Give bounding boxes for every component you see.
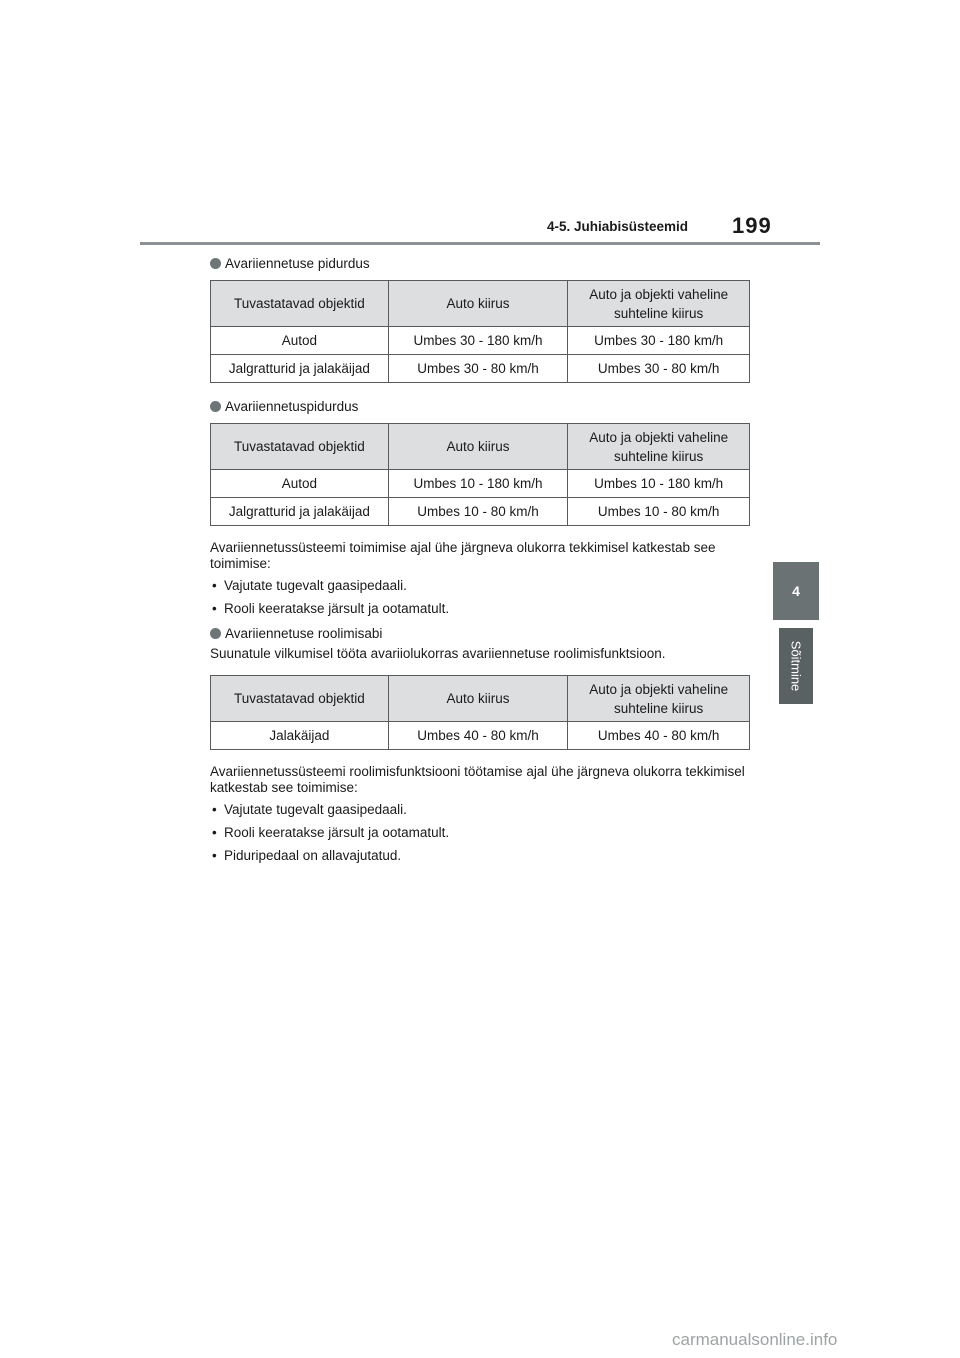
table-cell: Umbes 40 - 80 km/h bbox=[388, 722, 568, 750]
bullet-dot: • bbox=[212, 802, 217, 817]
table-cell: Umbes 10 - 80 km/h bbox=[568, 498, 750, 526]
list-item-text: Rooli keeratakse järsult ja ootamatult. bbox=[224, 825, 450, 840]
table-cell: Umbes 30 - 180 km/h bbox=[388, 327, 568, 355]
table-row bbox=[211, 722, 750, 750]
list-item bbox=[210, 802, 752, 818]
list-item bbox=[210, 578, 752, 594]
body-paragraph: Avariiennetussüsteemi toimimise ajal ühe järgneva olukorra tekkimisel katkestab see toimimise: bbox=[210, 540, 716, 571]
section-heading bbox=[210, 624, 752, 642]
list-item bbox=[210, 601, 752, 617]
table-header-row bbox=[211, 676, 750, 722]
list-item-text: Rooli keeratakse järsult ja ootamatult. bbox=[224, 601, 450, 616]
list-item bbox=[210, 848, 752, 864]
watermark-text: carmanualsonline.info bbox=[672, 1330, 838, 1349]
table-cell: Umbes 30 - 80 km/h bbox=[568, 355, 750, 383]
heading-text: Avariiennetuse pidurdus bbox=[225, 255, 370, 271]
table-cell: Umbes 10 - 80 km/h bbox=[388, 498, 568, 526]
list-item-text: Vajutate tugevalt gaasipedaali. bbox=[224, 578, 407, 593]
table-header-row bbox=[211, 424, 750, 470]
table-header: Auto ja objekti vaheline suhteline kiirus bbox=[568, 676, 750, 722]
body-paragraph: Suunatule vilkumisel tööta avariiolukorras avariiennetuse roolimisfunktsioon. bbox=[210, 646, 666, 661]
bullet-circle-icon bbox=[210, 401, 221, 412]
table-header: Tuvastatavad objektid bbox=[211, 281, 389, 327]
table-header-row bbox=[211, 281, 750, 327]
table-cell: Umbes 30 - 80 km/h bbox=[388, 355, 568, 383]
chapter-tab-number: 4 bbox=[773, 562, 819, 620]
list-item-text: Piduripedaal on allavajutatud. bbox=[224, 848, 402, 863]
heading-text: Avariiennetuse roolimisabi bbox=[225, 625, 383, 641]
table-header: Auto ja objekti vaheline suhteline kiirus bbox=[568, 424, 750, 470]
table-row bbox=[211, 470, 750, 498]
bullet-circle-icon bbox=[210, 628, 221, 639]
speed-table bbox=[210, 280, 750, 383]
table-cell: Umbes 10 - 180 km/h bbox=[568, 470, 750, 498]
table-cell: Umbes 30 - 180 km/h bbox=[568, 327, 750, 355]
bullet-dot: • bbox=[212, 848, 217, 863]
section-heading bbox=[210, 254, 752, 272]
body-paragraph: Avariiennetussüsteemi roolimisfunktsiooni töötamise ajal ühe järgneva olukorra tekkimisel katkestab see toimimise: bbox=[210, 764, 745, 795]
table-row bbox=[211, 327, 750, 355]
table-cell: Umbes 40 - 80 km/h bbox=[568, 722, 750, 750]
table-header: Tuvastatavad objektid bbox=[211, 676, 389, 722]
section-heading bbox=[210, 397, 752, 415]
header-divider bbox=[140, 242, 820, 245]
table-header: Tuvastatavad objektid bbox=[211, 424, 389, 470]
section-title: 4-5. Juhiabisüsteemid bbox=[547, 219, 689, 234]
heading-text: Avariiennetuspidurdus bbox=[225, 398, 359, 414]
table-header: Auto kiirus bbox=[388, 281, 568, 327]
table-row bbox=[211, 498, 750, 526]
chapter-tab-label bbox=[779, 628, 813, 704]
table-cell: Autod bbox=[211, 327, 389, 355]
table-row bbox=[211, 355, 750, 383]
table-cell: Umbes 10 - 180 km/h bbox=[388, 470, 568, 498]
page-number: 199 bbox=[732, 213, 772, 238]
speed-table bbox=[210, 423, 750, 526]
chapter-label-text: Sõitmine bbox=[788, 640, 804, 692]
bullet-dot: • bbox=[212, 601, 217, 616]
speed-table bbox=[210, 675, 750, 750]
table-cell: Jalakäijad bbox=[211, 722, 389, 750]
table-cell: Autod bbox=[211, 470, 389, 498]
table-header: Auto kiirus bbox=[388, 676, 568, 722]
list-item-text: Vajutate tugevalt gaasipedaali. bbox=[224, 802, 407, 817]
list-item bbox=[210, 825, 752, 841]
bullet-circle-icon bbox=[210, 258, 221, 269]
page-content bbox=[210, 254, 752, 871]
table-header: Auto kiirus bbox=[388, 424, 568, 470]
table-cell: Jalgratturid ja jalakäijad bbox=[211, 498, 389, 526]
table-header: Auto ja objekti vaheline suhteline kiirus bbox=[568, 281, 750, 327]
bullet-dot: • bbox=[212, 578, 217, 593]
bullet-dot: • bbox=[212, 825, 217, 840]
table-cell: Jalgratturid ja jalakäijad bbox=[211, 355, 389, 383]
